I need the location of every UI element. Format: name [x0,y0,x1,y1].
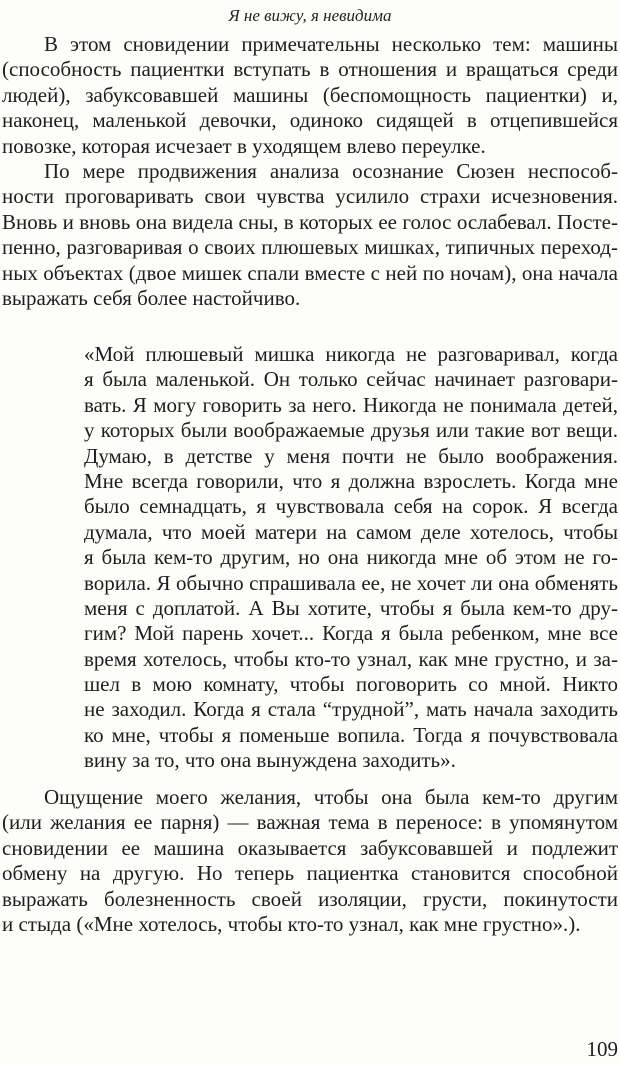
quote-line: Мне всегда говорили, что я должна взрослеть. Когда мне [84,468,618,493]
quote-line: вину за то, что она вынуждена заходить». [84,748,456,773]
text-line: (способность пациентки вступать в отношения и вращаться среди [2,57,618,82]
quote-line: думала, что моей матери на самом деле хотелось, чтобы [84,519,618,544]
page-number: 109 [586,1037,618,1061]
quote-line: было семнадцать, я чувствовала себя на сорок. Я всегда [84,494,618,519]
quote-line: у которых были воображаемые друзья или такие вот вещи. [84,418,618,443]
paragraph-2 [2,159,618,311]
quote-line: я была маленькой. Он только сейчас начинает разговари- [84,367,618,392]
quote-line: гим? Мой парень хочет... Когда я была ребенком, мне все [84,621,618,646]
quote-line: я была кем-то другим, но она никогда мне об этом не го- [84,545,618,570]
text-line: людей), забуксовавшей машины (беспомощность пациентки) и, [2,82,618,107]
text-line: (или желания ее парня) — важная тема в переносе: в упомянутом [2,810,618,835]
paragraph-3 [2,785,618,937]
paragraph-1 [2,32,618,159]
quote-line: не заходил. Когда я стала “трудной”, мать начала заходить [84,697,618,722]
quote-line: ворила. Я обычно спрашивала ее, не хочет ли она обменять [84,570,618,595]
text-line: и стыда («Мне хотелось, чтобы кто-то узнал, как мне грустно».). [2,911,581,936]
quote-line: вать. Я могу говорить за него. Никогда не понимала детей, [84,392,618,417]
running-head: Я не вижу, я невидима [228,6,392,25]
text-line: ности проговаривать свои чувства усилило страхи исчезновения. [2,184,618,209]
text-line: Ощущение моего желания, чтобы она была кем-то другим [44,785,618,809]
text-line: выражать себя более настойчиво. [2,285,301,310]
quote-line: ко мне, чтобы я поменьше вопила. Тогда я почувствовала [84,722,618,747]
text-line: Вновь и вновь она видела сны, в которых ее голос ослабевал. Посте- [2,209,618,234]
quote-line: время хотелось, чтобы кто-то узнал, как мне грустно, и за- [84,646,618,671]
quote-line: «Мой плюшевый мишка никогда не разговаривал, когда [84,342,618,366]
text-line: По мере продвижения анализа осознание Сюзен неспособ- [44,159,618,183]
text-line: сновидении ее машина оказывается забуксовавшей и подлежит [2,835,618,860]
text-line: обмену на другую. Но теперь пациентка становится способной [2,861,618,886]
block-quote [84,342,618,774]
text-line: повозке, которая исчезает в уходящем влево переулке. [2,133,486,158]
quote-line: Думаю, в детстве у меня почти не было воображения. [84,443,618,468]
quote-line: меня с доплатой. А Вы хотите, чтобы я была кем-то дру- [84,595,618,620]
quote-line: шел в мою комнату, чтобы поговорить со мной. Никто [84,672,618,697]
text-line: ных объектах (двое мишек спали вместе с ней по ночам), она начала [2,260,618,285]
text-line: пенно, разговаривая о своих плюшевых мишках, типичных переход- [2,235,618,260]
text-line: наконец, маленькой девочки, одиноко сидящей в отцепившейся [2,108,618,133]
text-line: выражать болезненность своей изоляции, грусти, покинутости [2,886,618,911]
text-line: В этом сновидении примечательны несколько тем: машины [44,32,618,56]
